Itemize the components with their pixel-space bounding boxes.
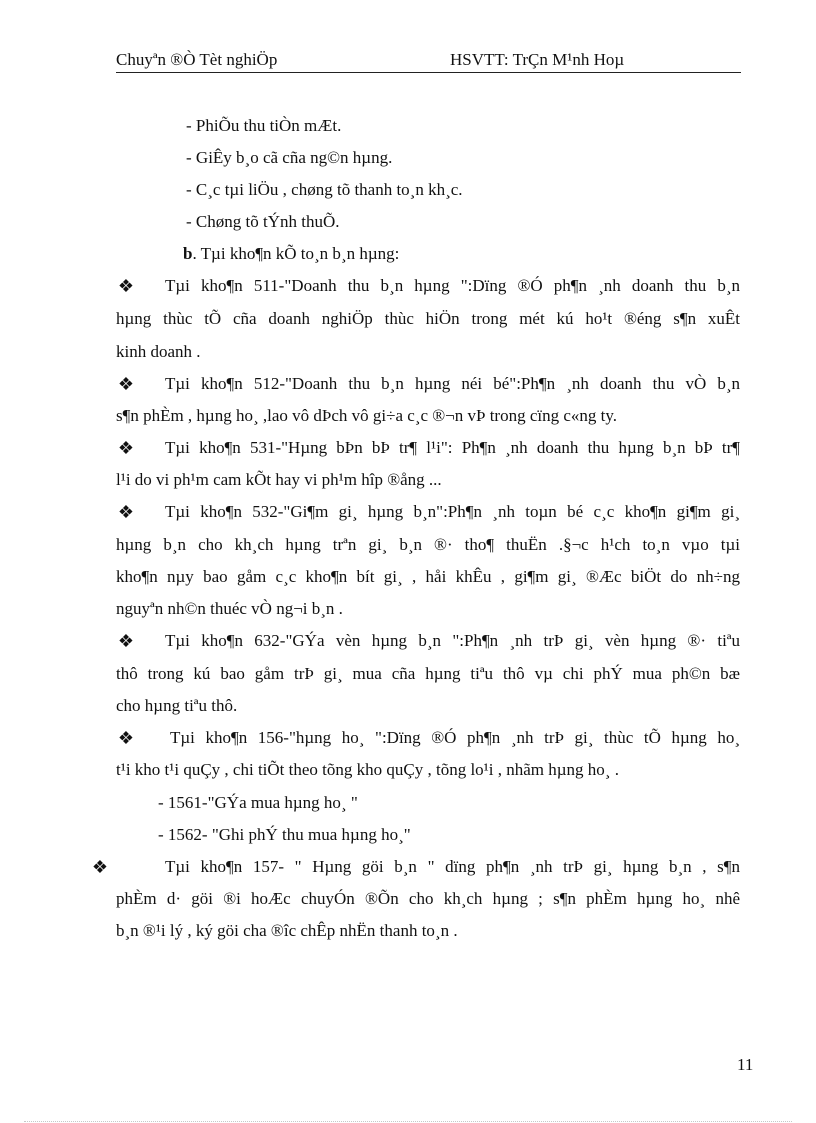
paragraph-line: Tµi kho¶n 156-"hµng ho¸ ":Dïng ®Ó ph¶n ¸nh trÞ gi¸ thùc tÕ hµng ho¸ — [170, 728, 740, 747]
list-item: - C¸c tµi liÖu , chøng tõ thanh to¸n kh¸c. — [186, 180, 463, 199]
diamond-bullet-icon: ❖ — [117, 438, 135, 458]
paragraph-line: Tµi kho¶n 531-"Hµng bÞn bÞ tr¶ l¹i": Ph¶n ¸nh doanh thu hµng b¸n bÞ tr¶ — [165, 438, 740, 457]
paragraph-line: s¶n phÈm , hµng ho¸ ,lao vô dÞch vô gi÷a c¸c ®¬n vÞ trong cïng c«ng ty. — [116, 406, 618, 425]
section-label: b — [183, 244, 193, 263]
diamond-bullet-icon: ❖ — [117, 631, 135, 651]
page-bottom-divider — [24, 1121, 792, 1122]
paragraph-line: b¸n ®¹i lý , ký göi cha ®îc chÊp nhËn thanh to¸n . — [116, 921, 458, 940]
diamond-bullet-icon: ❖ — [117, 502, 135, 522]
header-topic: Chuyªn ®Ò Tèt nghiÖp — [116, 50, 278, 69]
paragraph-line: kinh doanh . — [116, 342, 201, 361]
list-item: - Chøng tõ tÝnh thuÕ. — [186, 212, 340, 231]
diamond-bullet-icon: ❖ — [117, 374, 135, 394]
section-heading — [183, 243, 399, 265]
diamond-bullet-icon: ❖ — [117, 276, 135, 296]
header-author: HSVTT: TrÇn M¹nh Hoµ — [450, 50, 625, 69]
diamond-bullet-icon: ❖ — [117, 728, 135, 748]
paragraph-line: Tµi kho¶n 157- " Hµng göi b¸n " dïng ph¶n ¸nh trÞ gi¸ hµng b¸n , s¶n — [165, 857, 740, 876]
paragraph-line: hµng b¸n cho kh¸ch hµng trªn gi¸ b¸n ®· tho¶ thuËn .§¬c h¹ch to¸n vµo tµi — [116, 535, 740, 554]
page-number: 11 — [737, 1055, 754, 1074]
diamond-bullet-icon: ❖ — [91, 857, 109, 877]
sub-item: - 1561-"GÝa mua hµng ho¸ " — [158, 793, 358, 812]
paragraph-line: hµng thùc tÕ cña doanh nghiÖp thùc hiÖn trong mét kú ho¹t ®éng s¶n xuÊt — [116, 309, 740, 328]
paragraph-line: nguyªn nh©n thuéc vÒ ng¬i b¸n . — [116, 599, 343, 618]
list-item: - PhiÕu thu tiÒn mÆt. — [186, 116, 342, 135]
paragraph-line: Tµi kho¶n 532-"Gi¶m gi¸ hµng b¸n":Ph¶n ¸nh toµn bé c¸c kho¶n gi¶m gi¸ — [165, 502, 740, 521]
paragraph-line: kho¶n nµy bao gåm c¸c kho¶n bít gi¸ , håi khÊu , gi¶m gi¸ ®Æc biÖt do nh÷ng — [116, 567, 740, 586]
paragraph-line: l¹i do vi ph¹m cam kÕt hay vi ph¹m hîp ®ång ... — [116, 470, 442, 489]
sub-item: - 1562- "Ghi phÝ thu mua hµng ho¸" — [158, 825, 411, 844]
paragraph-line: Tµi kho¶n 512-"Doanh thu b¸n hµng néi bé":Ph¶n ¸nh doanh thu vÒ b¸n — [165, 374, 740, 393]
paragraph-line: phÈm d· göi ®i hoÆc chuyÓn ®Õn cho kh¸ch hµng ; s¶n phÈm hµng ho¸ nhê — [116, 889, 740, 908]
list-item: - GiÊy b¸o cã cña ng©n hµng. — [186, 148, 393, 167]
page-header — [116, 48, 741, 73]
paragraph-line: thô trong kú bao gåm trÞ gi¸ mua cña hµng tiªu thô vµ chi phÝ mua ph©n bæ — [116, 664, 740, 683]
paragraph-line: Tµi kho¶n 632-"GÝa vèn hµng b¸n ":Ph¶n ¸nh trÞ gi¸ vèn hµng ®· tiªu — [165, 631, 740, 650]
paragraph-line: cho hµng tiªu thô. — [116, 696, 238, 715]
paragraph-line: Tµi kho¶n 511-"Doanh thu b¸n hµng ":Dïng ®Ó ph¶n ¸nh doanh thu b¸n — [165, 276, 740, 295]
paragraph-line: t¹i kho t¹i quÇy , chi tiÕt theo tõng kho quÇy , tõng lo¹i , nhãm hµng ho¸ . — [116, 760, 619, 779]
section-title: . Tµi kho¶n kÕ to¸n b¸n hµng: — [192, 244, 400, 263]
